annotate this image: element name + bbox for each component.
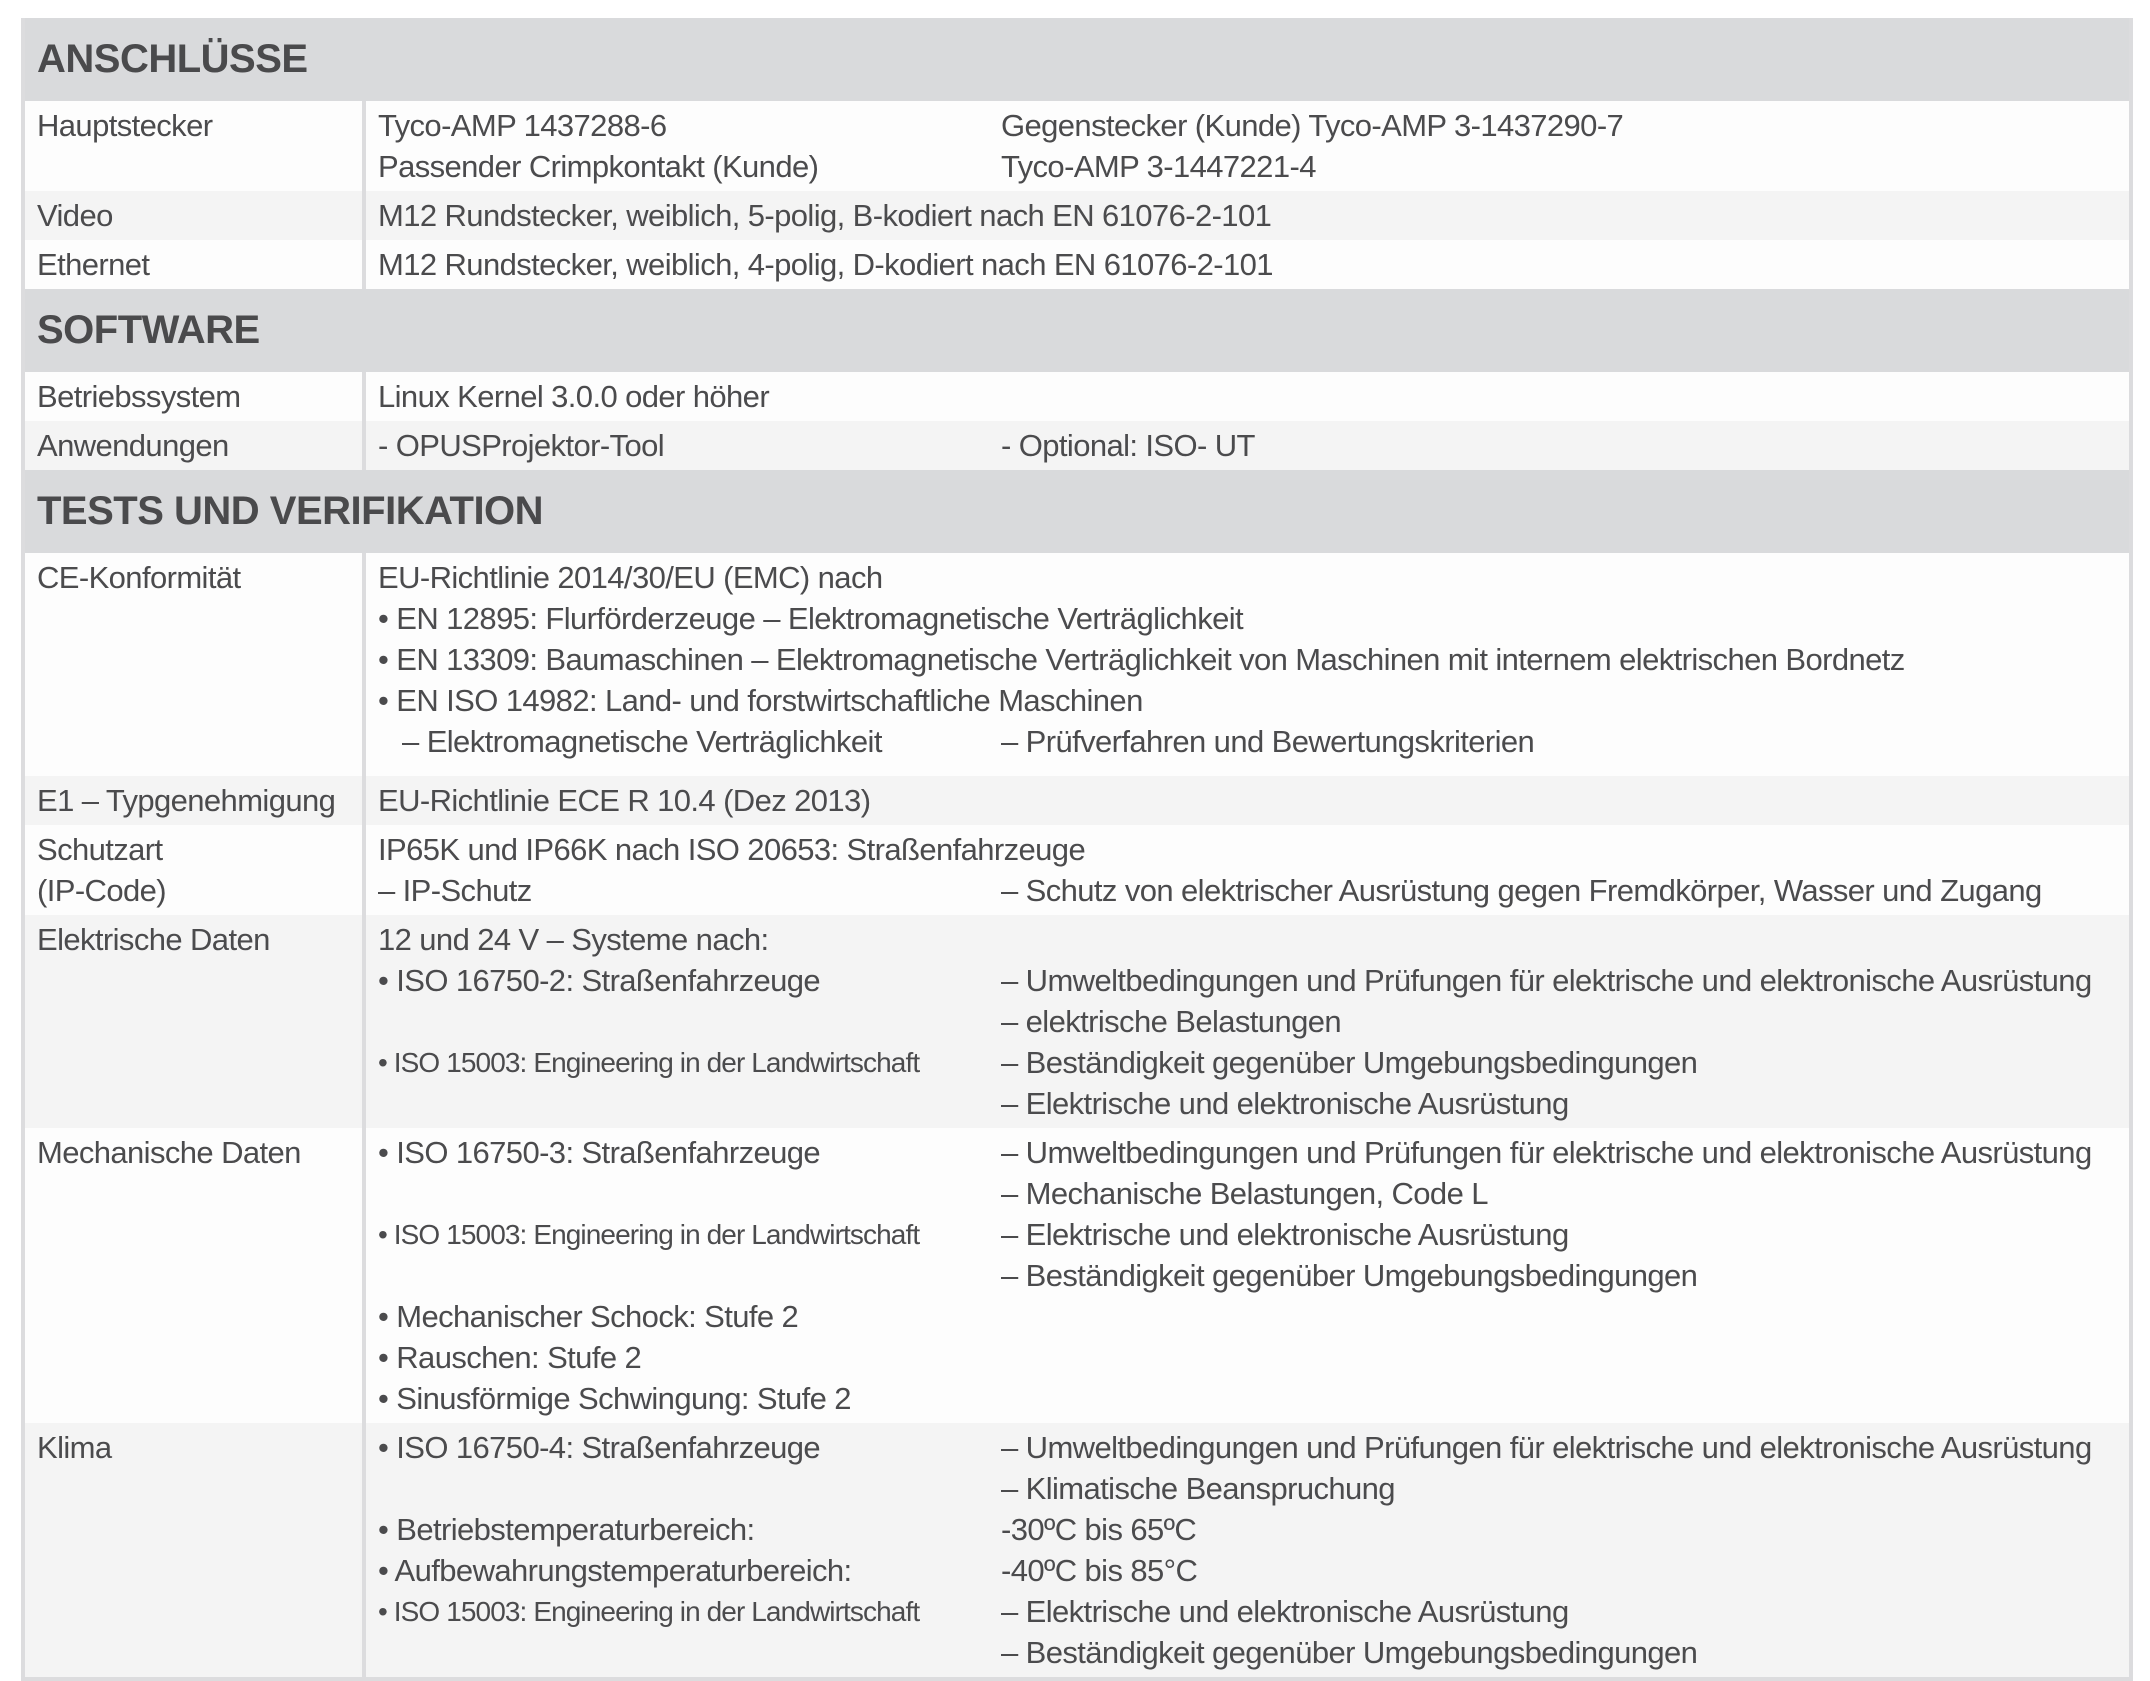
value-col1: • Sinusförmige Schwingung: Stufe 2 (378, 1381, 851, 1416)
table-row-e1-typgenehmigung (25, 776, 2129, 825)
row-value (366, 372, 2129, 421)
value-col2: – Beständigkeit gegenüber Umgebungsbedingungen (1001, 1258, 1698, 1293)
value-col2: – Schutz von elektrischer Ausrüstung gegen Fremdkörper, Wasser und Zugang (1001, 873, 2042, 908)
value-col2: – Klimatische Beanspruchung (1001, 1471, 1395, 1506)
row-label: Betriebssystem (25, 372, 366, 421)
row-label: E1 – Typgenehmigung (25, 776, 366, 825)
value-col1: • Betriebstemperaturbereich: (378, 1512, 755, 1547)
value-col2: -40ºC bis 85°C (1001, 1553, 1198, 1588)
row-label: Anwendungen (25, 421, 366, 470)
row-label: CE-Konformität (25, 553, 366, 776)
value-col1: • ISO 15003: Engineering in der Landwirtschaft (378, 1219, 920, 1250)
section-header-software: SOFTWARE (25, 289, 2129, 372)
row-value (366, 1128, 2129, 1423)
value-col1 (378, 1001, 1001, 1042)
table-row-anwendungen (25, 421, 2129, 470)
section-header-tests: TESTS UND VERIFIKATION (25, 470, 2129, 553)
row-label: Mechanische Daten (25, 1128, 366, 1423)
value-col1: – Elektromagnetische Verträglichkeit (378, 724, 882, 759)
table-row-schutzart (25, 825, 2129, 915)
value-col1 (378, 1468, 1001, 1509)
table-row-klima (25, 1423, 2129, 1677)
value-col1: IP65K und IP66K nach ISO 20653: Straßenfahrzeuge (378, 832, 1086, 867)
table-row-hauptstecker (25, 101, 2129, 191)
value-col1 (378, 1255, 1001, 1296)
value-col1: • ISO 15003: Engineering in der Landwirtschaft (378, 1047, 920, 1078)
value-col1: • ISO 16750-2: Straßenfahrzeuge (378, 963, 821, 998)
value-col1: M12 Rundstecker, weiblich, 4-polig, D-kodiert nach EN 61076-2-101 (378, 247, 1273, 282)
section-header-anschluesse: ANSCHLÜSSE (25, 18, 2129, 101)
value-col1: • EN 12895: Flurförderzeuge – Elektromagnetische Verträglichkeit (378, 601, 1244, 636)
value-col1 (378, 1632, 1001, 1673)
value-col2: – Umweltbedingungen und Prüfungen für elektrische und elektronische Ausrüstung (1001, 1430, 2092, 1465)
value-col2: – Beständigkeit gegenüber Umgebungsbedingungen (1001, 1635, 1698, 1670)
value-col1: EU-Richtlinie 2014/30/EU (EMC) nach (378, 560, 883, 595)
row-value (366, 1423, 2129, 1677)
table-row-betriebssystem (25, 372, 2129, 421)
value-col1: Passender Crimpkontakt (Kunde) (378, 149, 819, 184)
value-col1: • Rauschen: Stufe 2 (378, 1340, 642, 1375)
row-label (25, 825, 366, 915)
row-value (366, 825, 2129, 915)
value-col2: Gegenstecker (Kunde) Tyco-AMP 3-1437290-7 (1001, 108, 1624, 143)
row-label: Klima (25, 1423, 366, 1677)
row-value (366, 915, 2129, 1128)
row-value (366, 776, 2129, 825)
value-col1: 12 und 24 V – Systeme nach: (378, 922, 769, 957)
row-label: Elektrische Daten (25, 915, 366, 1128)
row-label: Video (25, 191, 366, 240)
row-label-line2: (IP-Code) (37, 873, 166, 908)
row-value (366, 240, 2129, 289)
value-col2: - Optional: ISO- UT (1001, 428, 1255, 463)
row-value (366, 101, 2129, 191)
value-col1: • Aufbewahrungstemperaturbereich: (378, 1553, 852, 1588)
table-row-ethernet (25, 240, 2129, 289)
value-col2: – Umweltbedingungen und Prüfungen für elektrische und elektronische Ausrüstung (1001, 963, 2092, 998)
row-value (366, 191, 2129, 240)
value-col2: – Elektrische und elektronische Ausrüstung (1001, 1086, 1569, 1121)
value-col1: – IP-Schutz (378, 873, 532, 908)
value-col1: - OPUSProjektor-Tool (378, 428, 665, 463)
value-col2 (1001, 919, 2129, 960)
value-col2: Tyco-AMP 3-1447221-4 (1001, 149, 1316, 184)
value-col2: – Beständigkeit gegenüber Umgebungsbedingungen (1001, 1045, 1698, 1080)
value-col1: M12 Rundstecker, weiblich, 5-polig, B-kodiert nach EN 61076-2-101 (378, 198, 1272, 233)
value-col2: – Mechanische Belastungen, Code L (1001, 1176, 1488, 1211)
value-col1 (378, 1173, 1001, 1214)
value-col2: – elektrische Belastungen (1001, 1004, 1342, 1039)
value-col1: • EN 13309: Baumaschinen – Elektromagnetische Verträglichkeit von Maschinen mit internem elektrischen Bordnetz (378, 642, 1905, 677)
value-col2: – Umweltbedingungen und Prüfungen für elektrische und elektronische Ausrüstung (1001, 1135, 2092, 1170)
row-label: Hauptstecker (25, 101, 366, 191)
value-col2: – Elektrische und elektronische Ausrüstung (1001, 1217, 1569, 1252)
value-col1: • ISO 15003: Engineering in der Landwirtschaft (378, 1596, 920, 1627)
table-row-video (25, 191, 2129, 240)
row-label: Ethernet (25, 240, 366, 289)
spec-table (21, 18, 2133, 1681)
row-value (366, 421, 2129, 470)
value-col1: Tyco-AMP 1437288-6 (378, 108, 667, 143)
value-col2: – Prüfverfahren und Bewertungskriterien (1001, 724, 1535, 759)
row-value (366, 553, 2129, 776)
table-row-elektrische-daten (25, 915, 2129, 1128)
table-row-mechanische-daten (25, 1128, 2129, 1423)
value-col1 (378, 1083, 1001, 1124)
value-col1: • ISO 16750-3: Straßenfahrzeuge (378, 1135, 821, 1170)
value-col2: -30ºC bis 65ºC (1001, 1512, 1197, 1547)
value-col1: Linux Kernel 3.0.0 oder höher (378, 379, 770, 414)
value-col2: – Elektrische und elektronische Ausrüstung (1001, 1594, 1569, 1629)
table-row-ce-konformitaet (25, 553, 2129, 776)
value-col1: EU-Richtlinie ECE R 10.4 (Dez 2013) (378, 783, 871, 818)
value-col1: • EN ISO 14982: Land- und forstwirtschaftliche Maschinen (378, 683, 1143, 718)
row-label-line1: Schutzart (37, 832, 163, 867)
value-col1: • Mechanischer Schock: Stufe 2 (378, 1299, 799, 1334)
value-col1: • ISO 16750-4: Straßenfahrzeuge (378, 1430, 821, 1465)
